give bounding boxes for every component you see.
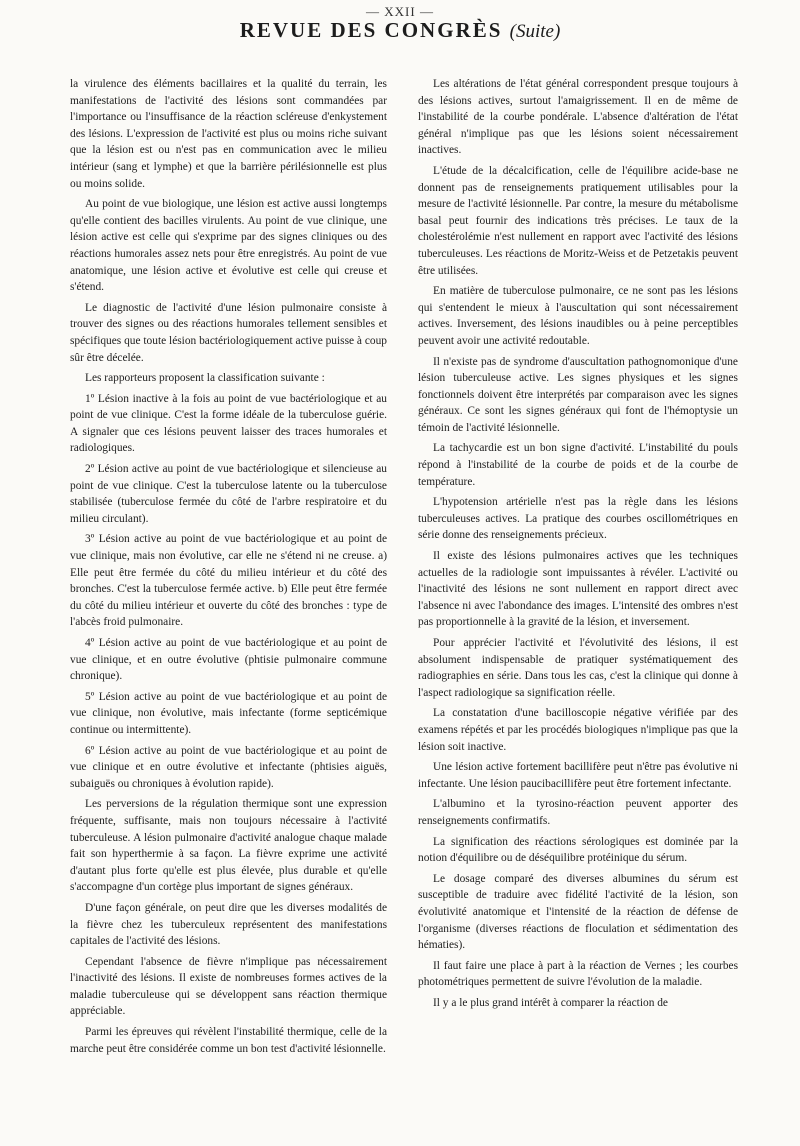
page-number: — XXII — (366, 4, 434, 19)
paragraph: L'hypotension artérielle n'est pas la règle dans les lésions tuberculeuses actives. La pratique des courbes oscillométriques en série donne des renseignements précieux. (418, 496, 738, 542)
paragraph: 4º Lésion active au point de vue bactériologique et au point de vue clinique, et en outre évolutive (phtisie pulmonaire commune chronique). (70, 637, 387, 683)
paragraph: Les rapporteurs proposent la classification suivante : (85, 372, 325, 385)
paragraph: Les perversions de la régulation thermique sont une expression fréquente, suffisante, mais non toujours nécessaire à l'activité tuberculeuse. A lésion pulmonaire d'activité analogue chaque malade fait son hyperthermie à sa façon. La fièvre exprime une activité d'autant plus forte qu'elle est plus élevée, plus durable et qu'elle s'accompagne d'un cortège plus important de signes généraux. (70, 798, 387, 894)
header-title: REVUE DES CONGRÈS (239, 18, 503, 42)
paragraph: Le dosage comparé des diverses albumines du sérum est susceptible de traduire avec fidélité l'activité de la lésion, son évolutivité anatomique et l'intensité de la réaction de défense de l'organisme (diverses réactions de floculation et sédimentation des hématies). (418, 872, 738, 952)
paragraph: Parmi les épreuves qui révèlent l'instabilité thermique, celle de la marche peut être considérée comme un bon test d'activité lésionnelle. (70, 1026, 387, 1055)
right-column (418, 76, 738, 1015)
paragraph: Pour apprécier l'activité et l'évolutivité des lésions, il est absolument indispensable de pratiquer systématiquement des radiographies en série. Dans tous les cas, c'est la clinique qui donne à l'aspect radiologique sa signification réelle. (418, 637, 738, 699)
paragraph: Il y a le plus grand intérêt à comparer la réaction de (433, 996, 668, 1009)
paragraph: Il existe des lésions pulmonaires actives que les techniques actuelles de la radiologie sont impuissantes à révéler. L'activité ou l'inactivité des lésions ne sont nullement en rapport direct avec l'absence ni avec l'abondance des images. L'intensité des ombres n'est pas proportionnelle à la gravité de la lésion, et inversement. (418, 550, 738, 629)
paragraph: Cependant l'absence de fièvre n'implique pas nécessairement l'inactivité des lésions. Il existe de nombreuses formes actives de la maladie tuberculeuse qui se développent sans réaction thermique appréciable. (70, 955, 387, 1018)
paragraph: Il n'existe pas de syndrome d'auscultation pathognomonique d'une lésion tuberculeuse active. Les signes physiques et les signes fonctionnels doivent être interprétés par comparaison avec les signes généraux. Ce sont les signes généraux qui font de l'hémoptysie un témoin de l'activité lésionnelle. (418, 355, 738, 434)
paragraph: La constatation d'une bacilloscopie négative vérifiée par des examens répétés et par les procédés biologiques n'implique pas que la lésion soit inactive. (418, 707, 738, 753)
paragraph: D'une façon générale, on peut dire que les diverses modalités de la fièvre chez les tuberculeux représentent des manifestations capitales de l'activité des lésions. (70, 901, 387, 948)
paragraph: L'étude de la décalcification, celle de l'équilibre acide-base ne donnent pas de renseignements pratiquement utilisables pour la mesure de l'activité lésionnelle. Par contre, la mesure du métabolisme basal peut fournir des indications très précises. Le taux de la cholestérolémie n'est nullement en rapport avec l'activité des lésions tuberculeuses. Les réactions de Moritz-Weiss et de Petzetakis peuvent être utilisées. (418, 164, 738, 277)
paragraph: Au point de vue biologique, une lésion est active aussi longtemps qu'elle contient des bacilles virulents. Au point de vue clinique, une lésion active est celle qui s'exprime par des signes cliniques ou des réactions humorales assez nets pour être enregistrés. Au point de vue anatomique, une lésion active et évolutive est celle qui creuse et s'étend. (70, 198, 387, 294)
left-column (70, 76, 387, 1061)
paragraph: Le diagnostic de l'activité d'une lésion pulmonaire consiste à trouver des signes ou des réactions humorales tellement sensibles et spécifiques que toute lésion bactériologiquement active puisse à coup sûr être décelée. (70, 301, 387, 364)
paragraph: La signification des réactions sérologiques est dominée par la notion d'équilibre ou de déséquilibre protéinique du sérum. (418, 835, 738, 865)
paragraph: 5º Lésion active au point de vue bactériologique et au point de vue clinique, non évolutive, mais infectante (forme septicémique continue ou intermittente). (70, 690, 387, 736)
header-suite: (Suite) (509, 21, 561, 42)
page-header (0, 18, 800, 44)
paragraph: Les altérations de l'état général correspondent presque toujours à des lésions actives, surtout l'amaigrissement. Il en de même de l'instabilité de la courbe pondérale. L'absence d'altération de l'état général n'implique pas que les lésions soient nécessairement inactives. (418, 78, 738, 157)
paragraph: 2º Lésion active au point de vue bactériologique et silencieuse au point de vue clinique. C'est la tuberculose latente ou la tuberculose stabilisée (tuberculose fermée du côté de l'arbre respiratoire et du milieu circulant). (70, 463, 387, 525)
paragraph: 6º Lésion active au point de vue bactériologique et au point de vue clinique et en outre évolutive et infectante (phtisies aiguës, subaiguës ou chroniques à évolution rapide). (70, 744, 387, 790)
paragraph: 3º Lésion active au point de vue bactériologique et au point de vue clinique, mais non évolutive, car elle ne s'étend ni ne creuse. a) Elle peut être fermée du côté du milieu intérieur et du côté des bronches. C'est la tuberculose fermée active. b) Elle peut être fermée du côté du milieu intérieur et ouverte du côté des bronches : type de l'abcès froid pulmonaire. (70, 533, 387, 629)
paragraph: En matière de tuberculose pulmonaire, ce ne sont pas les lésions qui s'entendent le mieux à l'auscultation qui sont nécessairement actives. Inversement, des lésions inaudibles ou à peine perceptibles peuvent avoir une activité redoutable. (418, 285, 738, 347)
paragraph: La tachycardie est un bon signe d'activité. L'instabilité du pouls répond à l'instabilité de la courbe de poids et de la courbe de température. (418, 442, 738, 488)
paragraph: Il faut faire une place à part à la réaction de Vernes ; les courbes photométriques permettent de suivre l'évolution de la maladie. (418, 959, 738, 989)
paragraph: Une lésion active fortement bacillifère peut n'être pas évolutive ni infectante. Une lésion paucibacillifère peut être fortement infectante. (418, 761, 738, 790)
paragraph: 1º Lésion inactive à la fois au point de vue bactériologique et au point de vue clinique. C'est la forme idéale de la tuberculose guérie. A signaler que ces lésions peuvent laisser des traces humorales et radiologiques. (70, 392, 387, 455)
paragraph: L'albumino et la tyrosino-réaction peuvent apporter des renseignements confirmatifs. (418, 798, 738, 827)
paragraph: la virulence des éléments bacillaires et la qualité du terrain, les manifestations de l'activité des lésions sont commandées par l'importance ou l'insuffisance de la réaction scléreuse d'enkystement des lésions. L'expression de l'activité est plus ou moins riche suivant que la lésion est ou n'est pas en communication avec le milieu intérieur (sang et lymphe) et que la barrière périlésionnelle est plus ou moins solide. (70, 78, 387, 190)
